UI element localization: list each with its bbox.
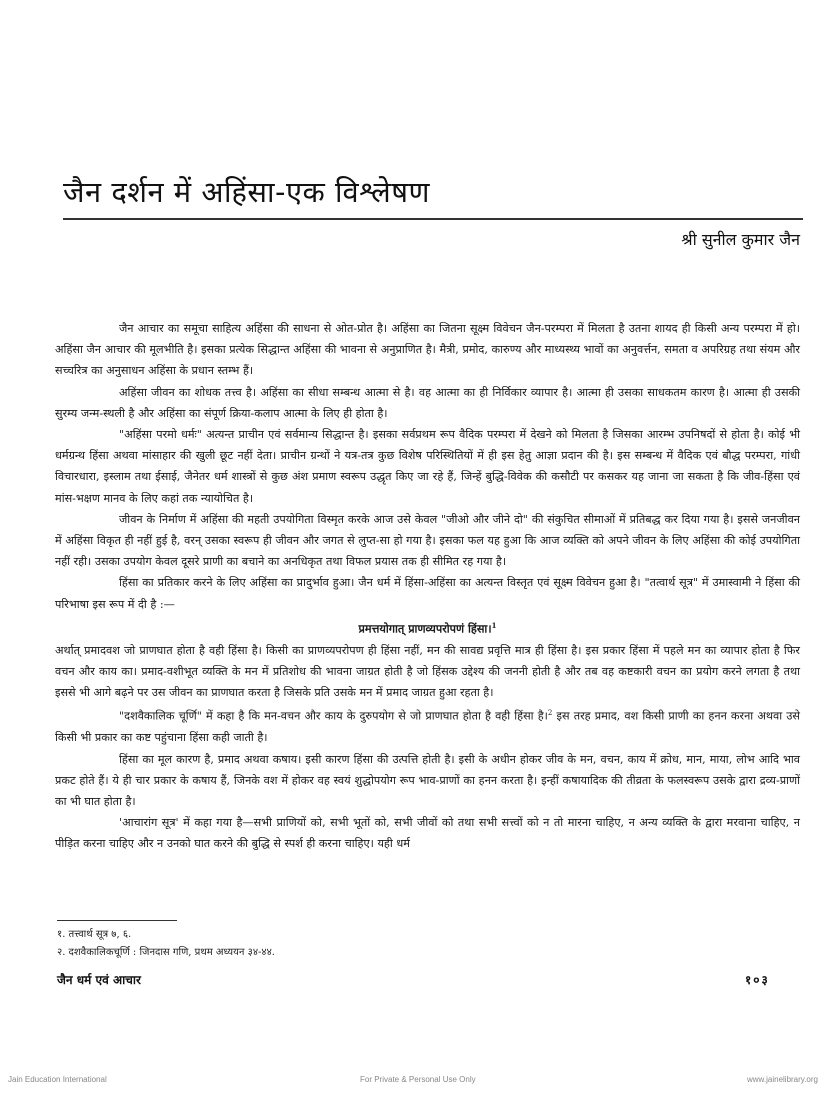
title-rule	[63, 218, 803, 220]
paragraph-4: जीवन के निर्माण में अहिंसा की महती उपयोगिता विस्मृत करके आज उसे केवल "जीओ और जीने दो" की संकुचित सीमाओं में प्रतिबद्ध कर दिया गया है। इससे जनजीवन में अहिंसा विकृत ही नहीं हुई है, वरन् उसका स्वरूप ही जीवन और जगत से लुप्त-सा हो गया है। इसका फल यह हुआ कि आज व्यक्ति को अपने जीवन के लिए अहिंसा की कोई उपयोगिता नहीं रही। उसका उपयोग केवल दूसरे प्राणी का बचाने का अनधिकृत तथा विफल प्रयास तक ही सीमित रह गया है।	[55, 512, 800, 569]
sutra-text: प्रमत्तयोगात् प्राणव्यपरोपणं हिंसा।	[358, 621, 492, 636]
paragraph-8: हिंसा का मूल कारण है, प्रमाद अथवा कषाय। इसी कारण हिंसा की उत्पत्ति होती है। इसी के अधीन होकर जीव के मन, वचन, काय में क्रोध, मान, माया, लोभ आदि भाव प्रकट होते हैं। ये ही चार प्रकार के कषाय हैं, जिनके वश में होकर वह स्वयं शुद्धोपयोग रूप भाव-प्राणों का हनन करता है। इन्हीं कषायादिक की तीव्रता के फलस्वरूप उसके द्वारा द्रव्य-प्राणों का भी घात होता है।	[55, 752, 800, 808]
footnotes	[57, 926, 275, 962]
sutra-quote	[55, 615, 800, 640]
footnote-ref-1: 1	[491, 620, 497, 630]
paragraph-6: अर्थात् प्रमादवश जो प्राणघात होता है वही हिंसा है। किसी का प्राणव्यपरोपण ही हिंसा नहीं, मन की सावद्य प्रवृत्ति मात्र ही हिंसा है। इस प्रकार हिंसा में पहले मन का व्यापार होता है फिर वचन और काय का। प्रमाद-वशीभूत व्यक्ति के मन में प्रतिशोध की भावना जाग्रत होती है जो हिंसक उद्देश्य की जननी होती है और तब वह कष्टकारी वचन का प्रयोग करने लगता है तथा इससे भी आगे बढ़ने पर उस जीवन का प्राणघात करता है जिसके प्रति उसके मन में प्रमाद जाग्रत हुआ रहता है।	[55, 643, 800, 700]
paragraph-2: अहिंसा जीवन का शोधक तत्त्व है। अहिंसा का सीधा सम्बन्ध आत्मा से है। वह आत्मा का ही निर्विकार व्यापार है। आत्मा ही उसका साधकतम कारण है। आत्मा ही उसकी सुरम्य जन्म-स्थली है और अहिंसा का संपूर्ण क्रिया-कलाप आत्मा के लिए ही होता है।	[55, 385, 800, 420]
paragraph-1: जैन आचार का समूचा साहित्य अहिंसा की साधना से ओत-प्रोत है। अहिंसा का जितना सूक्ष्म विवेचन जैन-परम्परा में मिलता है उतना शायद ही किसी अन्य परम्परा में हो। अहिंसा जैन आचार की मूलभीति है। इसका प्रत्येक सिद्धान्त अहिंसा की भावना से अनुप्राणित है। मैत्री, प्रमोद, कारुण्य और माध्यस्थ्य भावों का अनुवर्त्तन, समता व अपरिग्रह तथा संयम और सच्चरित्र का अनुसाधन अहिंसा के प्रधान स्तम्भ हैं।	[55, 322, 800, 378]
paragraph-7-text-b: इस तरह प्रमाद, वश किसी प्राणी का हनन करना अथवा उसे किसी भी प्रकार का कष्ट पहुंचाना हिंसा कही जाती है।	[55, 710, 800, 745]
journal-name: जैन धर्म एवं आचार	[57, 973, 141, 987]
watermark-center: For Private & Personal Use Only	[360, 1075, 476, 1084]
paragraph-7-text-a: "दशवैकालिक चूर्णि" में कहा है कि मन-वचन और काय के दुरुपयोग से जो प्राणघात होता है वही हिंसा है।	[119, 710, 548, 724]
paragraph-5: हिंसा का प्रतिकार करने के लिए अहिंसा का प्रादुर्भाव हुआ। जैन धर्म में हिंसा-अहिंसा का अत्यन्त विस्तृत एवं सूक्ष्म विवेचन हुआ है। "तत्वार्थ सूत्र" में उमास्वामी ने हिंसा की परिभाषा इस रूप में दी है :—	[55, 576, 800, 611]
page-number: १०३	[745, 973, 770, 987]
footnote-rule	[57, 920, 177, 921]
paragraph-3: "अहिंसा परमो धर्मः" अत्यन्त प्राचीन एवं सर्वमान्य सिद्धान्त है। इसका सर्वप्रथम रूप वैदिक परम्परा में देखने को मिलता है जिसका आरम्भ उपनिषदों से होता है। कोई भी धर्मग्रन्थ हिंसा अथवा मांसाहार की खुली छूट नहीं देता। प्राचीन ग्रन्थों ने यत्र-तत्र कुछ विशेष परिस्थितियों में ही इस हेतु आज्ञा प्रदान की है। इस सम्बन्ध में वैदिक एवं बौद्ध परम्परा, गांधी विचारधारा, इस्लाम तथा ईसाई, जैनेतर धर्म शास्त्रों से कुछ अंश प्रमाण स्वरूप उद्धृत किए जा रहे हैं, जिन्हें बुद्धि-विवेक की कसौटी पर कसकर यह जाना जा सकता है कि जीव-हिंसा एवं मांस-भक्षण मानव के लिए कहां तक न्यायोचित है।	[55, 428, 800, 505]
footnote-ref-2: 2	[547, 709, 553, 718]
article-body	[55, 318, 800, 855]
footnote-2: २. दशवैकालिकचूर्णि : जिनदास गणि, प्रथम अध्ययन ३४-४४.	[57, 947, 275, 958]
watermark-left: Jain Education International	[8, 1075, 107, 1084]
author-name: श्री सुनील कुमार जैन	[681, 230, 800, 249]
watermark-right[interactable]: www.jainelibrary.org	[747, 1075, 818, 1084]
footnote-1: १. तत्त्वार्थ सूत्र ७, ६.	[57, 929, 132, 940]
paragraph-9: 'आचारांग सूत्र' में कहा गया है—सभी प्राणियों को, सभी भूतों को, सभी जीवों को तथा सभी सत्त्वों को न तो मारना चाहिए, न अन्य व्यक्ति के द्वारा मरवाना चाहिए, न पीड़ित करना चाहिए और न उनको घात करने की बुद्धि से स्पर्श ही करना चाहिए। यही धर्म	[55, 816, 800, 851]
article-title: जैन दर्शन में अहिंसा-एक विश्लेषण	[63, 175, 430, 209]
paragraph-7	[55, 703, 800, 748]
